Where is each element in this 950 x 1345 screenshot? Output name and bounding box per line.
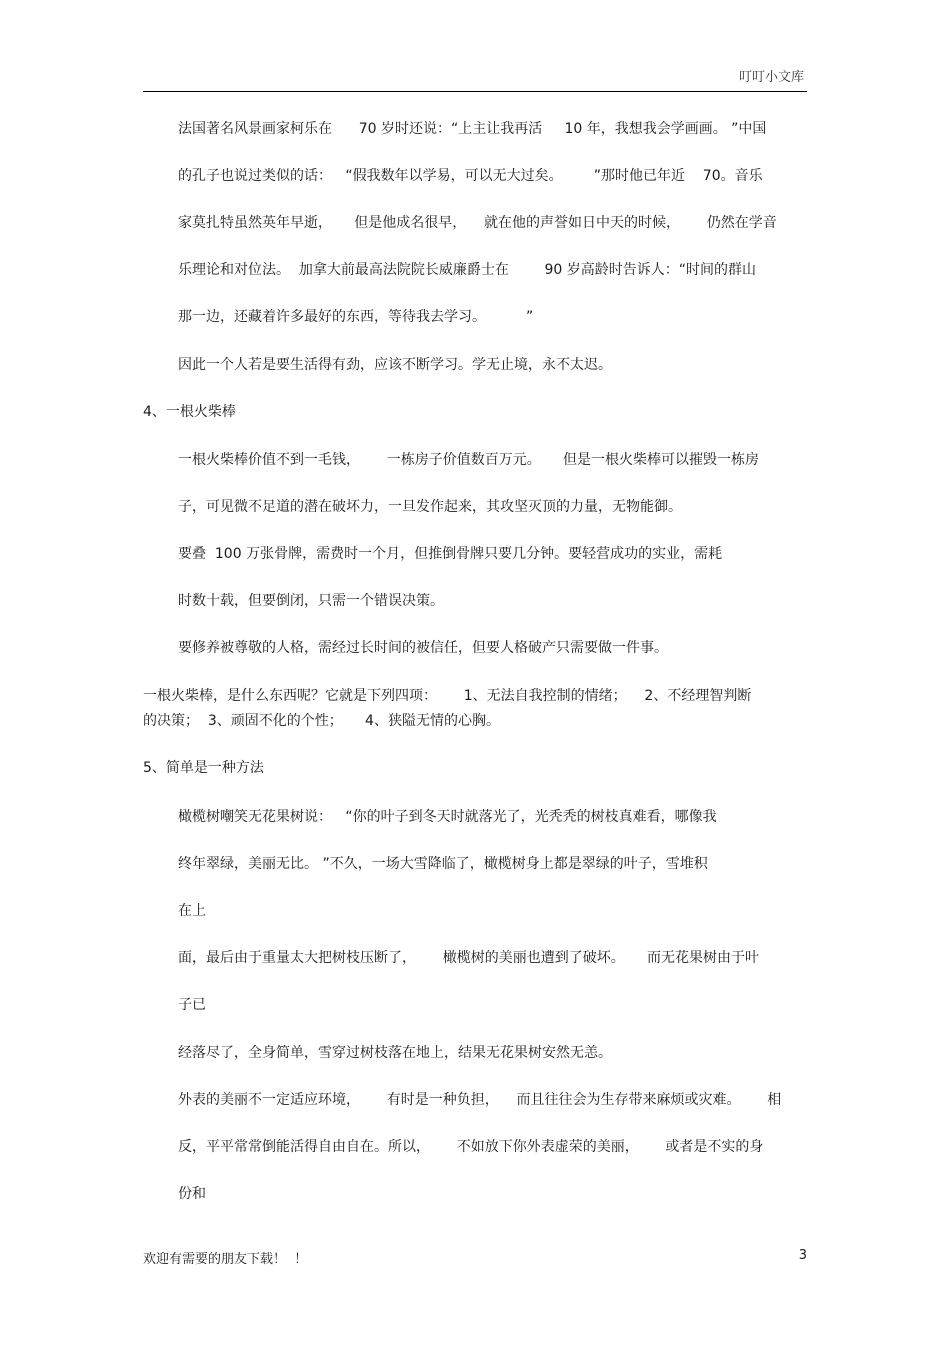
paragraph-line: 时数十载，但要倒闭，只需一个错误决策。 [178,593,444,609]
paragraph-line: 因此一个人若是要生活得有劲，应该不断学习。学无止境，永不太迟。 [178,357,612,373]
paragraph-line: 那一边，还藏着许多最好的东西，等待我去学习。 ” [178,309,534,325]
paragraph-line: 外表的美丽不一定适应环境， 有时是一种负担， 而且往往会为生存带来麻烦或灾难。 相 [178,1092,782,1108]
section-heading: 4、一根火柴棒 [143,404,236,420]
page-number: 3 [798,1248,807,1263]
paragraph-line: 子，可见微不足道的潜在破坏力，一旦发作起来，其攻坚灭顶的力量，无物能御。 [178,499,682,515]
paragraph-line: 橄榄树嘲笑无花果树说： “你的叶子到冬天时就落光了，光秃秃的树枝真难看，哪像我 [178,809,717,825]
paragraph-line: 一根火柴棒价值不到一毛钱， 一栋房子价值数百万元。 但是一根火柴棒可以摧毁一栋房 [178,452,759,468]
paragraph-line: 的决策； 3、顽固不化的个性； 4、狭隘无情的心胸。 [143,713,500,729]
paragraph-line: 要修养被尊敬的人格，需经过长时间的被信任，但要人格破产只需要做一件事。 [178,640,668,656]
section-heading: 5、简单是一种方法 [143,760,264,776]
paragraph-line: 一根火柴棒，是什么东西呢？它就是下列四项： 1、无法自我控制的情绪； 2、不经理智判断 [143,688,752,704]
paragraph-line: 的孔子也说过类似的话： “假我数年以学易，可以无大过矣。 ”那时他已年近 70。音乐 [178,168,763,184]
paragraph-line: 终年翠绿，美丽无比。 ”不久，一场大雪降临了，橄榄树身上都是翠绿的叶子，雪堆积 [178,856,708,872]
paragraph-line: 面，最后由于重量太大把树枝压断了， 橄榄树的美丽也遭到了破坏。 而无花果树由于叶 [178,950,759,966]
header-title: 叮叮小文库 [738,70,804,85]
paragraph-line: 子已 [178,997,206,1013]
footer-note: 欢迎有需要的朋友下载！ ！ [143,1252,308,1267]
paragraph-line: 要叠 100 万张骨牌，需费时一个月，但推倒骨牌只要几分钟。要轻营成功的实业，需耗 [178,546,723,562]
header-rule [143,91,807,92]
paragraph-line: 乐理论和对位法。 加拿大前最高法院院长威廉爵士在 90 岁高龄时告诉人：“时间的群山 [178,262,757,278]
paragraph-line: 反，平平常常倒能活得自由自在。所以， 不如放下你外表虚荣的美丽， 或者是不实的身 [178,1139,764,1155]
paragraph-line: 在上 [178,903,206,919]
paragraph-line: 法国著名风景画家柯乐在 70 岁时还说：“上主让我再活 10 年，我想我会学画画。 ”中国 [178,121,767,137]
paragraph-line: 家莫扎特虽然英年早逝， 但是他成名很早， 就在他的声誉如日中天的时候， 仍然在学音 [178,215,777,231]
paragraph-line: 份和 [178,1186,206,1202]
paragraph-line: 经落尽了，全身简单，雪穿过树枝落在地上，结果无花果树安然无恙。 [178,1045,612,1061]
